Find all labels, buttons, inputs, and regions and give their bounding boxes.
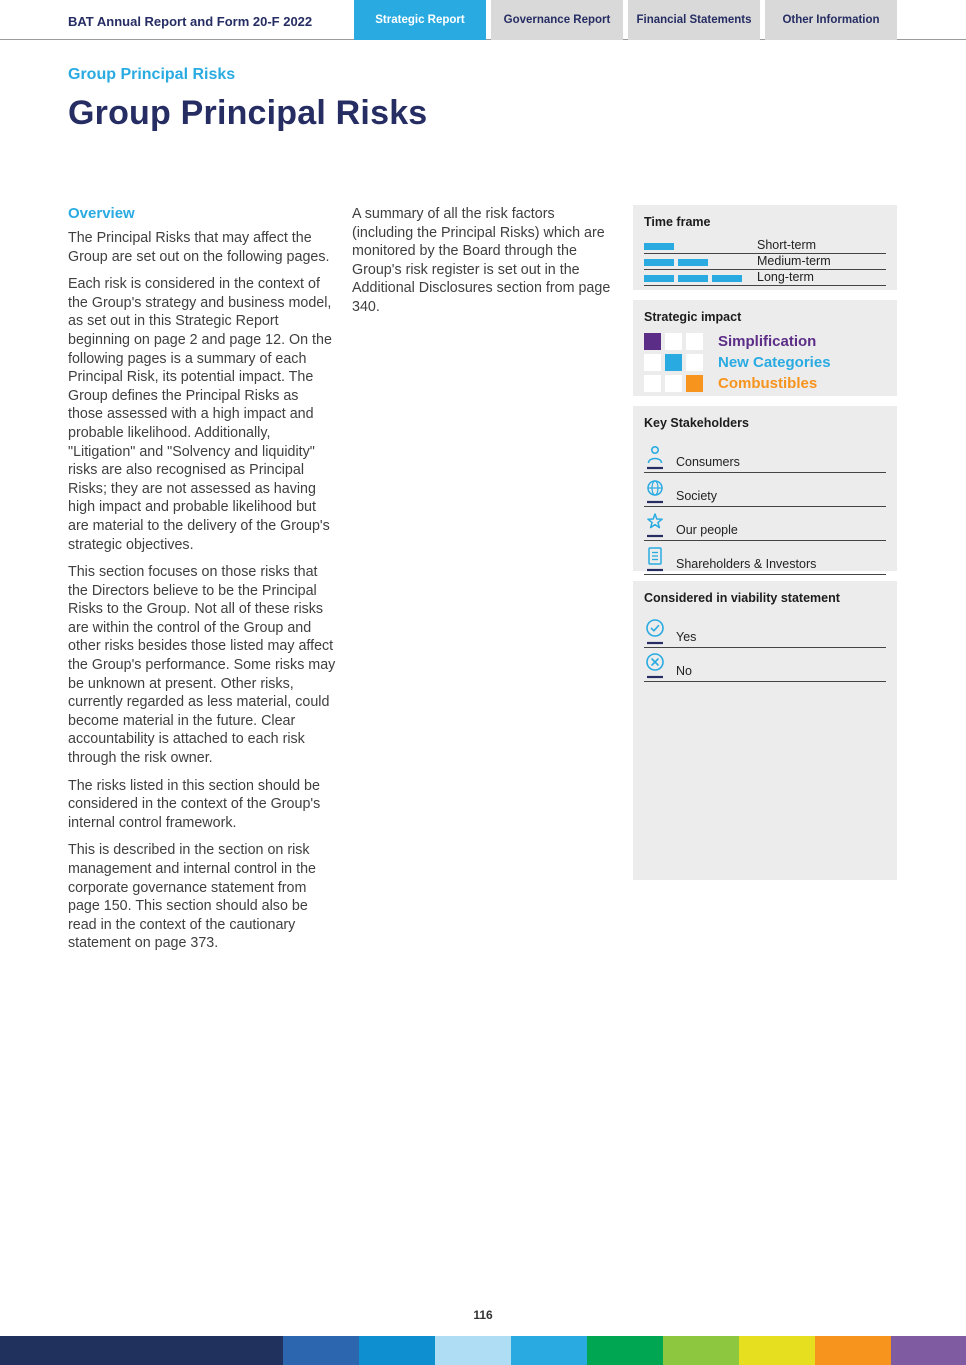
footer-color-segment — [739, 1336, 815, 1365]
footer-color-segment — [359, 1336, 435, 1365]
impact-label: Simplification — [718, 333, 817, 350]
footer-color-segment — [435, 1336, 511, 1365]
timeframe-bar — [644, 243, 674, 250]
impact-cell-empty — [686, 333, 703, 350]
page-number: 116 — [473, 1308, 493, 1322]
timeframe-label: Short-term — [757, 238, 817, 252]
timeframe-bar — [644, 259, 674, 266]
stakeholder-label: Our people — [676, 523, 738, 537]
footer-color-segment — [0, 1336, 283, 1365]
key-stakeholders-panel — [633, 406, 897, 571]
timeframe-label: Long-term — [757, 270, 814, 284]
footer-color-segment — [587, 1336, 663, 1365]
overview-heading: Overview — [68, 205, 135, 222]
impact-cell-empty — [644, 354, 661, 371]
consumer-person-icon — [644, 444, 668, 470]
timeframe-bar — [712, 275, 742, 282]
check-circle-icon — [644, 618, 668, 645]
viability-label: Yes — [676, 630, 697, 644]
timeframe-row-long — [644, 270, 886, 286]
viability-label: No — [676, 664, 692, 678]
tab-other-information[interactable]: Other Information — [765, 0, 897, 40]
overview-paragraph: The Principal Risks that may affect the Group are set out on the following pages. — [68, 230, 330, 265]
overview-paragraph: This is described in the section on risk management and internal control in the corporate governance statement from page 150. This section should also be read in the context of the cautionary statement on page 373. — [68, 842, 316, 952]
strategic-impact-title: Strategic impact — [644, 310, 742, 324]
timeframe-bar — [678, 275, 708, 282]
tab-financial-statements[interactable]: Financial Statements — [628, 0, 760, 40]
viability-panel — [633, 581, 897, 880]
key-stakeholders-title: Key Stakeholders — [644, 416, 749, 430]
stakeholder-row-our-people — [644, 507, 886, 541]
section-eyebrow: Group Principal Risks — [68, 66, 236, 83]
impact-cell-empty — [665, 375, 682, 392]
overview-paragraph: The risks listed in this section should be considered in the context of the Group's internal control framework. — [68, 777, 321, 831]
tab-strategic-report[interactable]: Strategic Report — [354, 0, 486, 40]
overview-column — [68, 205, 336, 962]
strategic-impact-row — [644, 375, 886, 392]
report-title: BAT Annual Report and Form 20-F 2022 — [68, 14, 313, 29]
impact-cell-filled — [686, 375, 703, 392]
impact-cell-empty — [665, 333, 682, 350]
strategic-impact-row — [644, 354, 886, 371]
page-title: Group Principal Risks — [68, 94, 428, 132]
time-frame-title: Time frame — [644, 215, 711, 229]
footer-color-segment — [663, 1336, 739, 1365]
summary-column — [352, 205, 614, 326]
footer-color-segment — [815, 1336, 891, 1365]
tab-governance-report[interactable]: Governance Report — [491, 0, 623, 40]
impact-label: Combustibles — [718, 375, 818, 392]
viability-row-no — [644, 648, 886, 682]
risk-legend-sidebar — [633, 205, 897, 890]
footer-color-segment — [891, 1336, 966, 1365]
impact-cell-empty — [686, 354, 703, 371]
footer-color-segment — [283, 1336, 359, 1365]
timeframe-bar — [678, 259, 708, 266]
impact-label: New Categories — [718, 354, 831, 371]
impact-cell-filled — [644, 333, 661, 350]
society-globe-icon — [644, 478, 668, 504]
impact-cell-empty — [644, 375, 661, 392]
stakeholder-label: Consumers — [676, 455, 740, 469]
cross-circle-icon — [644, 652, 668, 679]
footer-color-segment — [511, 1336, 587, 1365]
timeframe-label: Medium-term — [757, 254, 831, 268]
overview-paragraph: This section focuses on those risks that the Directors believe to be the Principal Risks to the Group. Not all of these risks are within the control of the Group and other risks besides those listed may affect the Group's performance. Some risks may be unknown at present. Other risks, currently regarded as less material, could become material in the future. Clear accountability is attached to each risk through the risk owner. — [68, 564, 336, 767]
stakeholder-row-consumers — [644, 439, 886, 473]
strategic-impact-row — [644, 333, 886, 350]
shareholders-document-icon — [644, 546, 668, 572]
stakeholder-label: Society — [676, 489, 717, 503]
stakeholder-label: Shareholders & Investors — [676, 557, 817, 571]
stakeholder-row-shareholders — [644, 541, 886, 575]
impact-cell-filled — [665, 354, 682, 371]
time-frame-panel — [633, 205, 897, 290]
strategic-impact-panel — [633, 300, 897, 396]
summary-note: A summary of all the risk factors (including the Principal Risks) which are monitored by the Board through the Group's risk register is set out in the Additional Disclosures section from page 340. — [352, 206, 611, 315]
overview-paragraph: Each risk is considered in the context of the Group's strategy and business model, as set out in this Strategic Report beginning on page 2 and page 12. On the following pages is a summary of each Principal Risk, its potential impact. The Group defines the Principal Risks as those assessed with a high impact and probable likelihood. Additionally, "Litigation" and "Solvency and liquidity" risks are also recognised as Principal Risks; they are not assessed as having high impact and probable likelihood but are material to the delivery of the Group's strategic objectives. — [68, 276, 332, 553]
report-header — [0, 0, 966, 40]
footer-color-bar — [0, 1336, 966, 1365]
stakeholder-row-society — [644, 473, 886, 507]
section-tabs — [354, 0, 897, 40]
timeframe-bar — [644, 275, 674, 282]
timeframe-bars — [644, 269, 746, 287]
our-people-star-icon — [644, 512, 668, 538]
viability-title: Considered in viability statement — [644, 591, 840, 605]
viability-row-yes — [644, 614, 886, 648]
